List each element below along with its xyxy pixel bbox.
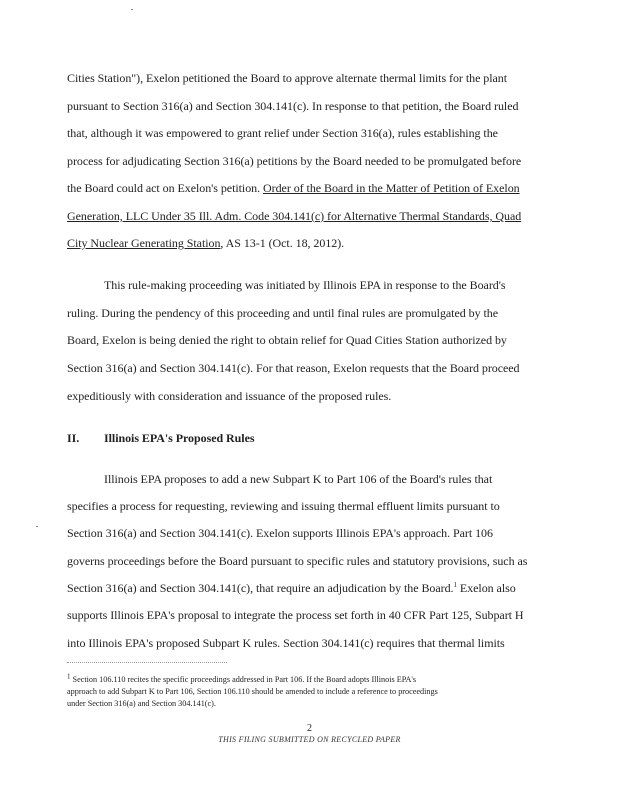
footnote-line (67, 672, 417, 685)
para2-line: ruling. During the pendency of this proceeding and until final rules are promulgated by the (67, 306, 498, 320)
para3-line: into Illinois EPA's proposed Subpart K rules. Section 304.141(c) requires that thermal limits (67, 636, 505, 650)
para1-line (67, 181, 520, 195)
case-citation: Generation, LLC Under 35 Ill. Adm. Code 304.141(c) for Alternative Thermal Standards, Quad (67, 209, 522, 223)
footnote-line: approach to add Subpart K to Part 106, Section 106.110 should be amended to include a reference to proceedings (67, 687, 438, 696)
scan-speck (131, 9, 133, 10)
para3-text: Section 316(a) and Section 304.141(c), that require an adjudication by the Board. (67, 581, 454, 595)
para1-line: process for adjudicating Section 316(a) petitions by the Board needed to be promulgated before (67, 154, 522, 168)
footnote-line: under Section 316(a) and Section 304.141(c). (67, 699, 216, 708)
footnote-text: Section 106.110 recites the specific proceedings addressed in Part 106. If the Board adopts Illinois EPA's (70, 675, 417, 684)
case-citation: Order of the Board in the Matter of Petition of Exelon (263, 181, 520, 195)
para1-line: pursuant to Section 316(a) and Section 304.141(c). In response to that petition, the Board ruled (67, 99, 519, 113)
para1-text: , AS 13-1 (Oct. 18, 2012). (220, 236, 345, 250)
para3-line: Illinois EPA proposes to add a new Subpart K to Part 106 of the Board's rules that (104, 472, 493, 486)
section-heading-number: II. (67, 431, 80, 445)
footnote-marker: 1 (67, 672, 71, 681)
para1-line: that, although it was empowered to grant relief under Section 316(a), rules establishing the (67, 126, 498, 140)
para3-line: specifies a process for requesting, reviewing and issuing thermal effluent limits pursuant to (67, 499, 500, 513)
para3-text: Exelon also (456, 581, 516, 595)
section-heading: Illinois EPA's Proposed Rules (104, 431, 255, 445)
para1-line: Cities Station"), Exelon petitioned the Board to approve alternate thermal limits for the plant (67, 71, 508, 85)
para1-line (67, 236, 344, 250)
para1-text: the Board could act on Exelon's petition. (67, 181, 264, 195)
para2-line: This rule-making proceeding was initiated by Illinois EPA in response to the Board's (104, 278, 506, 292)
page-number: 2 (307, 723, 312, 734)
scan-speck (36, 526, 38, 527)
recycled-paper-notice: THIS FILING SUBMITTED ON RECYCLED PAPER (218, 735, 401, 744)
para3-line: supports Illinois EPA's proposal to integrate the process set forth in 40 CFR Part 125, Subpart H (67, 608, 524, 622)
para3-line: governs proceedings before the Board pursuant to specific rules and statutory provisions, such as (67, 554, 528, 568)
para3-line (67, 581, 516, 595)
para2-line: Section 316(a) and Section 304.141(c). For that reason, Exelon requests that the Board proceed (67, 361, 520, 375)
footnote-divider (67, 662, 227, 663)
footnote-reference: 1 (453, 581, 457, 589)
para3-line: Section 316(a) and Section 304.141(c). Exelon supports Illinois EPA's approach. Part 106 (67, 526, 493, 540)
para2-line: Board, Exelon is being denied the right to obtain relief for Quad Cities Station authorized by (67, 333, 507, 347)
para1-line (67, 209, 521, 223)
case-citation: City Nuclear Generating Station (67, 236, 221, 250)
para2-line: expeditiously with consideration and issuance of the proposed rules. (67, 389, 392, 403)
